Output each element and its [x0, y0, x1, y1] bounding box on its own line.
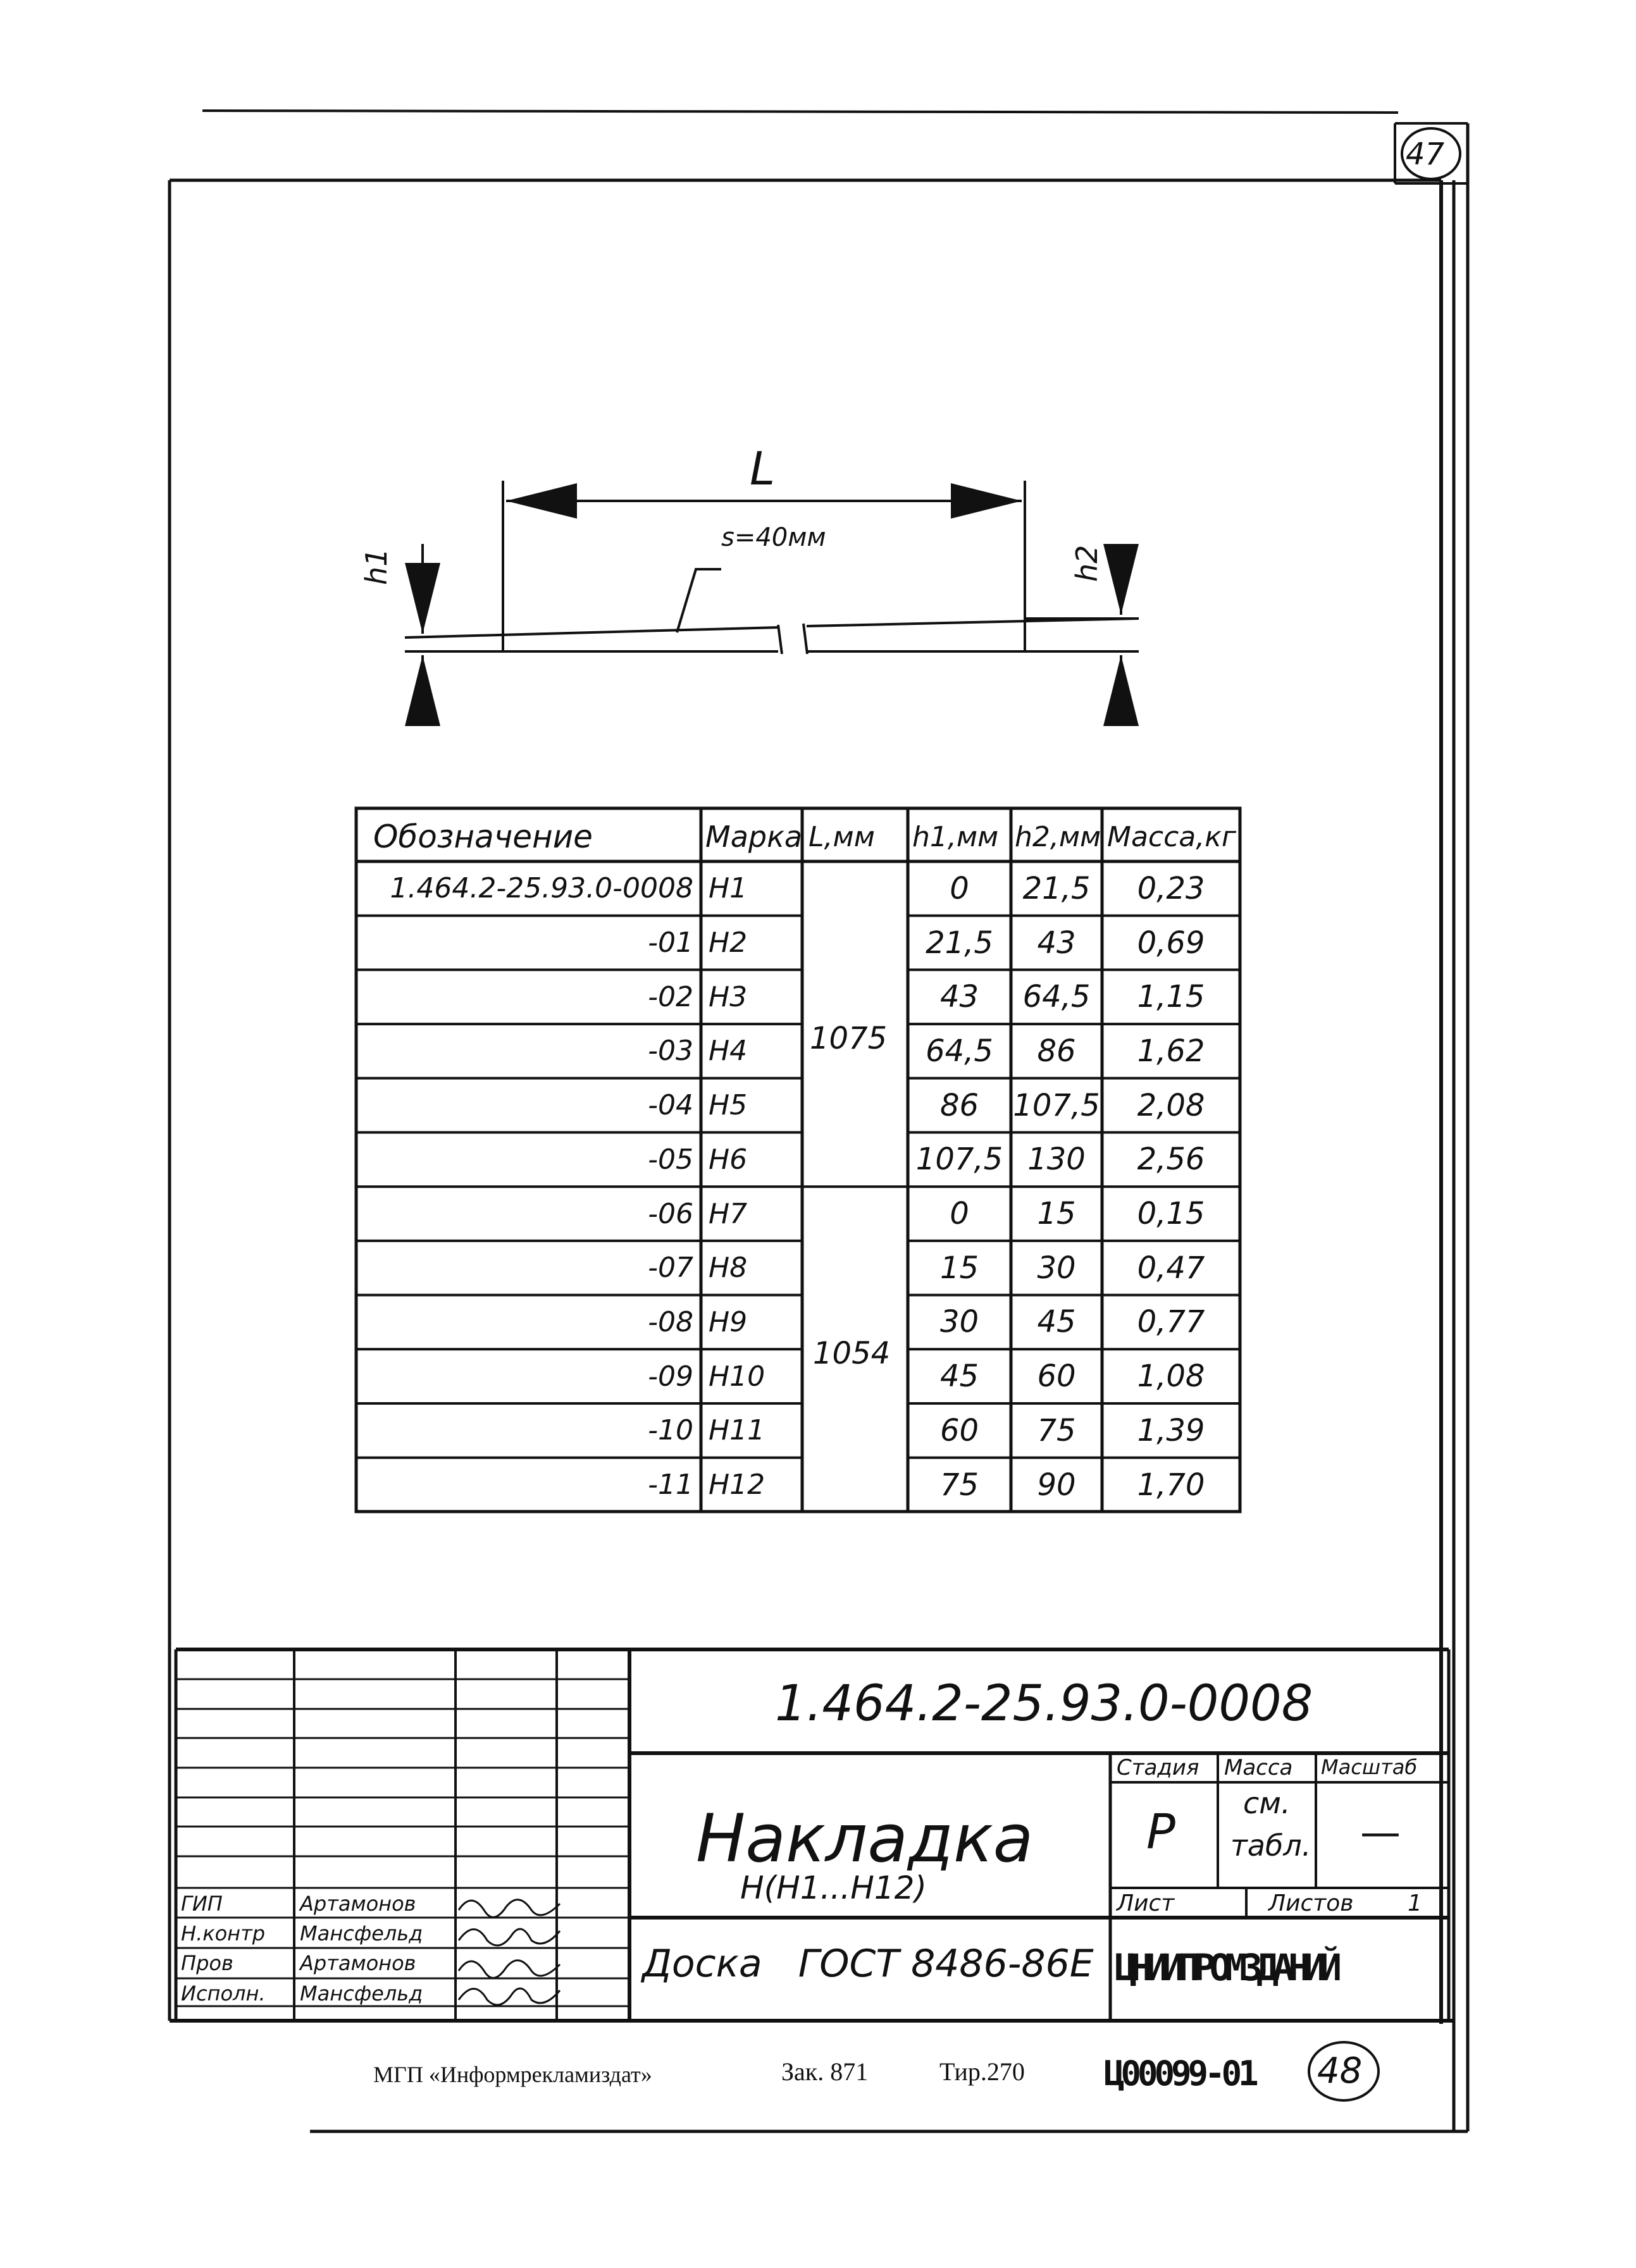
cell-designation: -04: [648, 1089, 693, 1122]
cell-mark: Н4: [709, 1035, 748, 1068]
document-code: 1.464.2-25.93.0-0008: [775, 1675, 1313, 1732]
publisher: МГП «Информрекламиздат»: [373, 2062, 652, 2087]
cell-mark: Н8: [709, 1252, 748, 1285]
cell-mark: Н6: [709, 1143, 748, 1176]
cell-designation: -10: [648, 1414, 693, 1447]
cell-h1: 15: [939, 1250, 979, 1286]
header-h1: h1,мм: [912, 820, 999, 853]
sheet-number-bottom: 48: [1317, 2050, 1363, 2092]
stage-label: Стадия: [1117, 1755, 1199, 1780]
role-label: Н.контр: [181, 1921, 266, 1945]
cell-mass: 0,15: [1137, 1196, 1205, 1232]
cell-mark: Н3: [709, 980, 748, 1013]
cell-designation: -05: [648, 1143, 693, 1176]
cell-h1: 0: [950, 1196, 969, 1232]
cell-h1: 75: [939, 1467, 979, 1503]
cell-h2: 75: [1037, 1412, 1076, 1448]
cell-designation: -09: [648, 1360, 693, 1393]
print-run: Тир.270: [939, 2057, 1025, 2086]
cell-mass: 2,56: [1137, 1142, 1205, 1178]
role-label: Пров: [181, 1951, 233, 1975]
dimension-length-label: L: [750, 442, 776, 495]
cell-mass: 1,70: [1137, 1467, 1205, 1503]
role-label: ГИП: [181, 1892, 223, 1916]
cell-h2: 130: [1027, 1142, 1086, 1178]
mass-label: Масса: [1224, 1755, 1293, 1780]
cell-h1: 86: [939, 1087, 979, 1123]
scale-label: Масштаб: [1321, 1755, 1418, 1779]
cell-mark: Н12: [709, 1469, 765, 1501]
cell-mass: 1,62: [1137, 1033, 1205, 1069]
cell-mark: Н7: [709, 1197, 748, 1230]
cell-h2: 90: [1037, 1467, 1076, 1503]
cell-h1: 60: [939, 1412, 979, 1448]
cell-h1: 0: [950, 870, 969, 906]
cell-h1: 30: [939, 1304, 979, 1340]
thickness-label: s=40мм: [721, 523, 826, 552]
cell-mark: Н5: [709, 1089, 748, 1122]
cell-mass: 1,15: [1137, 979, 1205, 1015]
cell-mass: 2,08: [1137, 1087, 1205, 1123]
header-mark: Марка: [705, 820, 803, 854]
role-label: Исполн.: [181, 1981, 266, 2006]
mass-value-line2: табл.: [1230, 1828, 1311, 1863]
cell-h2: 15: [1037, 1196, 1076, 1232]
organization: ЦНИИПРОМЗДАНИЙ: [1115, 1946, 1335, 1989]
scale-value: —: [1360, 1809, 1401, 1856]
cell-designation: -08: [648, 1305, 693, 1338]
cell-h2: 60: [1037, 1359, 1076, 1395]
cell-h2: 64,5: [1022, 979, 1091, 1015]
cell-designation: -03: [648, 1035, 693, 1068]
cell-designation: -11: [648, 1469, 693, 1501]
item-marks: Н(Н1...Н12): [740, 1870, 927, 1906]
cell-mark: Н9: [709, 1305, 748, 1338]
cell-designation: -01: [648, 927, 693, 959]
sheets-value: 1: [1408, 1890, 1422, 1916]
item-name: Накладка: [696, 1800, 1034, 1877]
cell-h2: 86: [1037, 1033, 1076, 1069]
stage-value: Р: [1146, 1803, 1175, 1859]
role-person-name: Артамонов: [300, 1892, 416, 1916]
cell-designation: -07: [648, 1252, 693, 1285]
cell-mass: 1,08: [1137, 1359, 1205, 1395]
dimension-h2-label: h2: [1070, 545, 1104, 582]
cell-h1: 45: [939, 1359, 979, 1395]
cell-mass: 0,23: [1137, 870, 1205, 906]
cell-designation: 1.464.2-25.93.0-0008: [390, 872, 693, 905]
cell-designation: -06: [648, 1197, 693, 1230]
role-person-name: Мансфельд: [300, 1921, 423, 1945]
order-number: Зак. 871: [781, 2057, 869, 2086]
role-person-name: Мансфельд: [300, 1981, 423, 2006]
archive-code: Ц00099-01: [1104, 2054, 1255, 2093]
length-group-1: 1075: [810, 1021, 888, 1056]
sheet-label: Лист: [1117, 1890, 1175, 1916]
cell-mark: Н10: [709, 1360, 765, 1393]
cell-designation: -02: [648, 980, 693, 1013]
mass-value-line1: см.: [1243, 1786, 1291, 1820]
role-person-name: Артамонов: [300, 1951, 416, 1975]
sheets-label: Листов: [1268, 1890, 1354, 1916]
sheet-number-top: 47: [1406, 137, 1445, 172]
header-h2: h2,мм: [1015, 820, 1101, 853]
cell-h2: 30: [1037, 1250, 1076, 1286]
dimension-h1-label: h1: [359, 548, 394, 585]
cell-h1: 107,5: [915, 1142, 1003, 1178]
cell-mass: 0,69: [1137, 925, 1205, 961]
cell-h2: 43: [1037, 925, 1076, 961]
cell-h2: 45: [1037, 1304, 1076, 1340]
cell-mark: Н11: [709, 1414, 765, 1447]
material: Доска ГОСТ 8486-86Е: [642, 1942, 1094, 1986]
header-mass: Масса,кг: [1107, 820, 1236, 853]
cell-mark: Н2: [709, 927, 748, 959]
cell-h2: 107,5: [1013, 1087, 1100, 1123]
header-designation: Обозначение: [373, 818, 593, 855]
cell-mark: Н1: [709, 872, 748, 905]
cell-h1: 64,5: [926, 1033, 993, 1069]
cell-h1: 43: [939, 979, 979, 1015]
cell-h1: 21,5: [926, 925, 993, 961]
cell-mass: 0,77: [1137, 1304, 1205, 1340]
length-group-2: 1054: [813, 1336, 891, 1371]
header-length: L,мм: [809, 820, 875, 853]
cell-mass: 1,39: [1137, 1412, 1205, 1448]
cell-mass: 0,47: [1137, 1250, 1205, 1286]
cell-h2: 21,5: [1022, 870, 1091, 906]
